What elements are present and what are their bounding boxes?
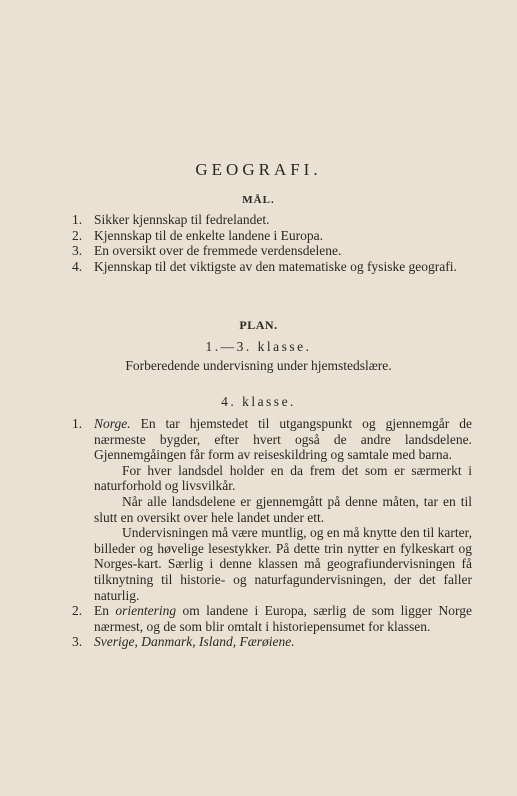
klasse-4-heading: 4. klasse. — [221, 394, 296, 409]
plan-heading: PLAN. — [239, 318, 278, 332]
paragraph: For hver landsdel holder en da frem det som er særmerkt i naturforhold og livsvilkår. — [94, 462, 472, 494]
page-title: GEOGRAFI. — [195, 160, 322, 179]
plan-list — [72, 416, 472, 650]
paragraph: Når alle landsdelene er gjennemgått på denne måten, tar en til slutt en oversikt over hele landet under ett. — [94, 493, 472, 525]
mal-heading: MÅL. — [242, 194, 275, 206]
list-item: 4. Kjennskap til det viktigste av den matematiske og fysiske geografi. — [72, 258, 457, 274]
klasse-1-3-heading: 1.—3. klasse. — [205, 339, 312, 354]
list-item: 1. Sikker kjennskap til fedrelandet. — [72, 212, 270, 227]
list-item: 2. En orientering om landene i Europa, særlig de som ligger Norge nærmest, og de som blir omtalt i historiepensumet for klassen. — [72, 603, 472, 634]
mal-list — [72, 212, 472, 274]
list-item: 1. Norge. En tar hjemstedet til utgangspunkt og gjennemgår de nærmeste bygder, efter hvert også de andre landsdelene. Gjennemgåingen får form av reiseskildring og samtale med barna. For hver landsdel holder en da frem det som er særmerkt i naturforhold og livsvilkår. Når alle landsdelene er gjennemgått på denne måten, tar en til slutt en oversikt over hele landet under ett. Undervisningen må være muntlig, og en må knytte den til karter, billeder og høvelige lesestykker. På dette trin nytter en fylkeskart og Norges-kart. Særlig i denne klassen må geografiundervisningen få tilknytning til historie- og naturfagundervisningen, der det faller naturlig. — [72, 416, 472, 603]
list-item: 3. En oversikt over de fremmede verdensdelene. — [72, 243, 342, 259]
paragraph: Undervisningen må være muntlig, og en må knytte den til karter, billeder og høvelige lesestykker. På dette trin nytter en fylkeskart og Norges-kart. Særlig i denne klassen må geografiundervisningen få tilknytning til historie- og naturfagundervisningen, der det faller naturlig. — [94, 525, 472, 603]
item-title: Norge. — [94, 416, 131, 431]
list-item: 2. Kjennskap til de enkelte landene i Europa. — [72, 227, 324, 243]
klasse-1-3-text: Forberedende undervisning under hjemstedslære. — [125, 358, 392, 373]
list-item: 3. Sverige, Danmark, Island, Færøiene. — [72, 634, 295, 650]
